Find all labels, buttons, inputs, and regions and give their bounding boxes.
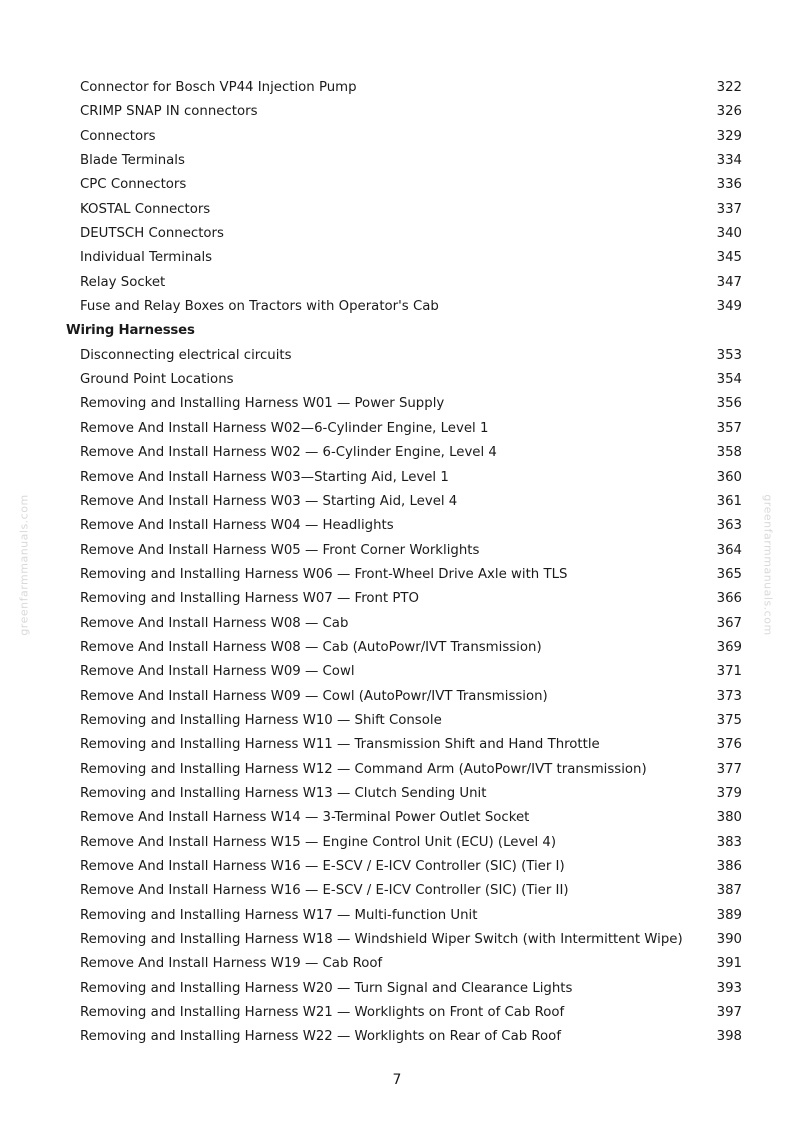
toc-entry-page-number: 363 xyxy=(716,518,742,534)
toc-entry[interactable] xyxy=(66,514,746,538)
toc-entry-title: CRIMP SNAP IN connectors xyxy=(80,104,258,120)
toc-entry-page-number: 334 xyxy=(716,153,742,169)
toc-entry-page-number: 397 xyxy=(716,1005,742,1021)
toc-entry-page-number: 375 xyxy=(716,712,742,728)
toc-entry-title: Remove And Install Harness W03 — Starting Aid, Level 4 xyxy=(80,493,458,509)
toc-entry-title: Remove And Install Harness W05 — Front Corner Worklights xyxy=(80,542,480,558)
toc-entry[interactable] xyxy=(66,855,746,879)
toc-entry[interactable] xyxy=(66,198,746,222)
toc-entry-page-number: 373 xyxy=(716,688,742,704)
toc-entry[interactable] xyxy=(66,782,746,806)
toc-entry[interactable] xyxy=(66,490,746,514)
toc-entry[interactable] xyxy=(66,685,746,709)
toc-entry-title: Removing and Installing Harness W07 — Front PTO xyxy=(80,591,419,607)
toc-entry[interactable] xyxy=(66,368,746,392)
toc-entry[interactable] xyxy=(66,831,746,855)
toc-entry-title: Remove And Install Harness W16 — E-SCV / E-ICV Controller (SIC) (Tier II) xyxy=(80,883,569,899)
toc-entry-title: Removing and Installing Harness W17 — Multi-function Unit xyxy=(80,907,478,923)
toc-entry[interactable] xyxy=(66,952,746,976)
toc-entry[interactable] xyxy=(66,222,746,246)
watermark-right: greenfarmmanuals.com xyxy=(761,494,775,636)
toc-entry-page-number: 367 xyxy=(716,615,742,631)
toc-entry-title: Removing and Installing Harness W20 — Turn Signal and Clearance Lights xyxy=(80,980,573,996)
toc-entry[interactable] xyxy=(66,612,746,636)
toc-entry[interactable] xyxy=(66,344,746,368)
toc-entry[interactable] xyxy=(66,466,746,490)
toc-entry-page-number: 336 xyxy=(716,177,742,193)
toc-entry-page-number: 361 xyxy=(716,493,742,509)
toc-entry-title: Removing and Installing Harness W18 — Windshield Wiper Switch (with Intermittent Wipe) xyxy=(80,932,683,948)
toc-entry-page-number: 393 xyxy=(716,980,742,996)
toc-entry[interactable] xyxy=(66,977,746,1001)
toc-entry[interactable] xyxy=(66,733,746,757)
toc-entry[interactable] xyxy=(66,295,746,319)
toc-section-heading xyxy=(66,319,746,343)
toc-entry-title: Remove And Install Harness W14 — 3-Terminal Power Outlet Socket xyxy=(80,810,530,826)
toc-entry[interactable] xyxy=(66,173,746,197)
toc-entry-title: Disconnecting electrical circuits xyxy=(80,347,292,363)
toc-entry-title: Removing and Installing Harness W11 — Transmission Shift and Hand Throttle xyxy=(80,737,600,753)
toc-entry-title: Remove And Install Harness W02—6-Cylinder Engine, Level 1 xyxy=(80,420,489,436)
toc-entry[interactable] xyxy=(66,758,746,782)
toc-entry-title: Removing and Installing Harness W01 — Power Supply xyxy=(80,396,445,412)
toc-entry-page-number: 380 xyxy=(716,810,742,826)
toc-entry-page-number: 389 xyxy=(716,907,742,923)
toc-entry-title: Remove And Install Harness W04 — Headlights xyxy=(80,518,394,534)
toc-entry-page-number: 349 xyxy=(716,299,742,315)
toc-entry[interactable] xyxy=(66,125,746,149)
toc-entry-title: Removing and Installing Harness W12 — Command Arm (AutoPowr/IVT transmission) xyxy=(80,761,647,777)
toc-entry-page-number: 354 xyxy=(716,372,742,388)
toc-entry-page-number: 358 xyxy=(716,445,742,461)
toc-entry-title: Removing and Installing Harness W22 — Worklights on Rear of Cab Roof xyxy=(80,1029,561,1045)
toc-entry[interactable] xyxy=(66,879,746,903)
toc-entry-page-number: 386 xyxy=(716,859,742,874)
toc-entry-page-number: 364 xyxy=(716,542,742,558)
toc-entry-page-number: 377 xyxy=(716,761,742,777)
toc-entry-title: Remove And Install Harness W03—Starting Aid, Level 1 xyxy=(80,469,449,485)
toc-entry-page-number: 337 xyxy=(716,201,742,217)
toc-entry[interactable] xyxy=(66,149,746,173)
toc-entry[interactable] xyxy=(66,636,746,660)
toc-entry-page-number: 376 xyxy=(716,737,742,753)
toc-entry[interactable] xyxy=(66,539,746,563)
toc-entry-title: Remove And Install Harness W02 — 6-Cylinder Engine, Level 4 xyxy=(80,445,497,461)
toc-entry-page-number: 398 xyxy=(716,1029,742,1045)
toc-entry[interactable] xyxy=(66,587,746,611)
toc-entry-title: Remove And Install Harness W09 — Cowl xyxy=(80,664,355,680)
toc-entry[interactable] xyxy=(66,100,746,124)
toc-entry-title: Removing and Installing Harness W13 — Clutch Sending Unit xyxy=(80,785,487,801)
toc-entry-page-number: 365 xyxy=(716,566,742,582)
toc-entry[interactable] xyxy=(66,392,746,416)
toc-entry-title: Removing and Installing Harness W10 — Shift Console xyxy=(80,712,442,728)
toc-entry-title: Remove And Install Harness W15 — Engine Control Unit (ECU) (Level 4) xyxy=(80,834,557,850)
toc-entry-title: Removing and Installing Harness W21 — Worklights on Front of Cab Roof xyxy=(80,1005,565,1021)
toc-entry-title: KOSTAL Connectors xyxy=(80,201,211,217)
toc-entry-title: Remove And Install Harness W08 — Cab (AutoPowr/IVT Transmission) xyxy=(80,639,542,655)
toc-entry-page-number: 347 xyxy=(716,274,742,290)
toc-entry-title: Relay Socket xyxy=(80,274,166,290)
toc-entry-page-number: 379 xyxy=(716,785,742,801)
toc-entry[interactable] xyxy=(66,928,746,952)
toc-entry-page-number: 345 xyxy=(716,250,742,266)
toc-entry-title: DEUTSCH Connectors xyxy=(80,226,224,242)
toc-entry-page-number: 391 xyxy=(716,956,742,972)
toc-entry-title: Remove And Install Harness W08 — Cab xyxy=(80,615,349,631)
toc-entry-title: Remove And Install Harness W16 — E-SCV / E-ICV Controller (SIC) (Tier I) xyxy=(80,859,565,874)
toc-entry-page-number: 357 xyxy=(716,420,742,436)
toc-entry-page-number: 360 xyxy=(716,469,742,485)
toc-entry-title: Remove And Install Harness W09 — Cowl (AutoPowr/IVT Transmission) xyxy=(80,688,548,704)
page-number: 7 xyxy=(392,1072,402,1088)
toc-entry-page-number: 369 xyxy=(716,639,742,655)
toc-entry-title: Fuse and Relay Boxes on Tractors with Operator's Cab xyxy=(80,299,439,315)
toc-entry[interactable] xyxy=(66,806,746,830)
toc-entry-page-number: 322 xyxy=(716,80,742,95)
toc-entry-page-number: 329 xyxy=(716,128,742,144)
watermark-left: greenfarmmanuals.com xyxy=(17,494,31,636)
toc-entry-page-number: 356 xyxy=(716,396,742,412)
toc-entry[interactable] xyxy=(66,1025,746,1049)
toc-entry-title: Connector for Bosch VP44 Injection Pump xyxy=(80,80,357,95)
toc-entry[interactable] xyxy=(66,709,746,733)
toc-entry[interactable] xyxy=(66,660,746,684)
toc-entry-page-number: 371 xyxy=(716,664,742,680)
toc-entry-page-number: 326 xyxy=(716,104,742,120)
toc-section-title: Wiring Harnesses xyxy=(66,323,195,339)
toc-entry[interactable] xyxy=(66,563,746,587)
toc-entry[interactable] xyxy=(66,1001,746,1025)
toc-entry[interactable] xyxy=(66,246,746,270)
toc-entry-title: CPC Connectors xyxy=(80,177,187,193)
toc-entry[interactable] xyxy=(66,904,746,928)
toc-entry-page-number: 366 xyxy=(716,591,742,607)
toc-entry-page-number: 387 xyxy=(716,883,742,899)
toc-entry-title: Removing and Installing Harness W06 — Front-Wheel Drive Axle with TLS xyxy=(80,566,568,582)
toc-entry-page-number: 353 xyxy=(716,347,742,363)
toc-entry[interactable] xyxy=(66,271,746,295)
toc-entry-title: Connectors xyxy=(80,128,156,144)
toc-entry[interactable] xyxy=(66,441,746,465)
toc-entry-title: Blade Terminals xyxy=(80,153,185,169)
toc-entry[interactable] xyxy=(66,417,746,441)
toc-entry-title: Remove And Install Harness W19 — Cab Roof xyxy=(80,956,383,972)
toc-entry-page-number: 340 xyxy=(716,226,742,242)
toc-entry-title: Individual Terminals xyxy=(80,250,213,266)
toc-entry-page-number: 383 xyxy=(716,834,742,850)
toc-entry[interactable] xyxy=(66,76,746,100)
toc-entry-title: Ground Point Locations xyxy=(80,372,234,388)
toc-entry-page-number: 390 xyxy=(716,932,742,948)
table-of-contents xyxy=(66,76,746,1050)
